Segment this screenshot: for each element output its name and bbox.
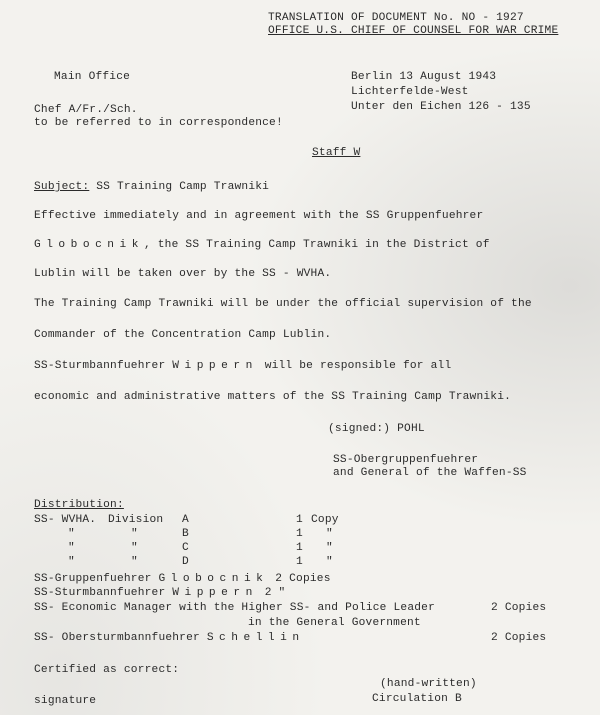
translation-header: TRANSLATION OF DOCUMENT No. NO - 1927 (268, 12, 524, 24)
body-line: Effective immediately and in agreement with the SS Gruppenfuehrer (34, 210, 484, 222)
date-line: Berlin 13 August 1943 (351, 71, 497, 83)
body-text: will be responsible for all (257, 360, 452, 372)
dist-letter: B (182, 528, 189, 540)
dist-count: 1 (296, 528, 303, 540)
dist-schellin-copies: 2 Copies (491, 632, 547, 644)
dist-letter: D (182, 556, 189, 568)
name-globocnik: Globocnik (34, 239, 144, 251)
street-line: Unter den Eichen 126 - 135 (351, 101, 531, 113)
dist-div: " (131, 556, 138, 568)
dist-letter: A (182, 514, 189, 526)
subject-line (34, 181, 269, 193)
staff-heading: Staff W (312, 147, 361, 159)
body-line (34, 239, 490, 251)
dist-schellin (34, 632, 305, 644)
signed-pohl: (signed:) POHL (328, 423, 425, 435)
dist-count: 1 (296, 514, 303, 526)
dist-unit: " (326, 542, 333, 554)
district-line: Lichterfelde-West (351, 86, 469, 98)
dist-div: Division (108, 514, 164, 526)
name-schellin: Schellin (206, 632, 305, 644)
dist-economic-location: in the General Government (248, 617, 421, 629)
circulation-line: Circulation B (372, 693, 462, 705)
body-line: The Training Camp Trawniki will be under the official supervision of the (34, 298, 532, 310)
body-line: Lublin will be taken over by the SS - WVHA. (34, 268, 332, 280)
name-wippern: Wippern (172, 360, 258, 372)
handwritten-note: (hand-written) (380, 678, 477, 690)
dist-globocnik (34, 573, 331, 585)
subject-text: SS Training Camp Trawniki (89, 181, 270, 193)
subject-label: Subject: (34, 181, 90, 193)
reference-code: Chef A/Fr./Sch. (34, 104, 138, 116)
dist-org: " (68, 556, 75, 568)
dist-economic-manager: SS- Economic Manager with the Higher SS- and Police Leader (34, 602, 435, 614)
dist-rank: SS- Obersturmbannfuehrer (34, 632, 207, 644)
dist-letter: C (182, 542, 189, 554)
body-line (34, 360, 451, 372)
rank-line: SS-Obergruppenfuehrer (333, 454, 479, 466)
dist-unit: " (326, 556, 333, 568)
dist-unit: Copy (311, 514, 339, 526)
certified-line: Certified as correct: (34, 664, 180, 676)
dist-rank: SS-Gruppenfuehrer (34, 573, 159, 585)
body-line: economic and administrative matters of the SS Training Camp Trawniki. (34, 391, 512, 403)
dist-count: 1 (296, 556, 303, 568)
dist-div: " (131, 528, 138, 540)
dist-org: SS- WVHA. (34, 514, 97, 526)
name-wippern: Wippern (172, 587, 258, 599)
dist-economic-copies: 2 Copies (491, 602, 547, 614)
distribution-title: Distribution: (34, 499, 124, 511)
body-line: Commander of the Concentration Camp Lublin. (34, 329, 332, 341)
rank-line: and General of the Waffen-SS (333, 467, 527, 479)
dist-wippern (34, 587, 285, 599)
dist-div: " (131, 542, 138, 554)
reference-note: to be referred to in correspondence! (34, 117, 283, 129)
name-globocnik: Globocnik (158, 573, 269, 585)
body-text: SS-Sturmbannfuehrer (34, 360, 173, 372)
dist-org: " (68, 542, 75, 554)
dist-copies: 2 Copies (268, 573, 331, 585)
main-office: Main Office (54, 71, 131, 83)
body-text: , the SS Training Camp Trawniki in the District of (143, 239, 490, 251)
office-header: OFFICE U.S. CHIEF OF COUNSEL FOR WAR CRIME (268, 25, 559, 37)
dist-org: " (68, 528, 75, 540)
dist-rank: SS-Sturmbannfuehrer (34, 587, 173, 599)
dist-unit: " (326, 528, 333, 540)
dist-copies: 2 " (257, 587, 286, 599)
dist-count: 1 (296, 542, 303, 554)
signature-line: signature (34, 695, 97, 707)
